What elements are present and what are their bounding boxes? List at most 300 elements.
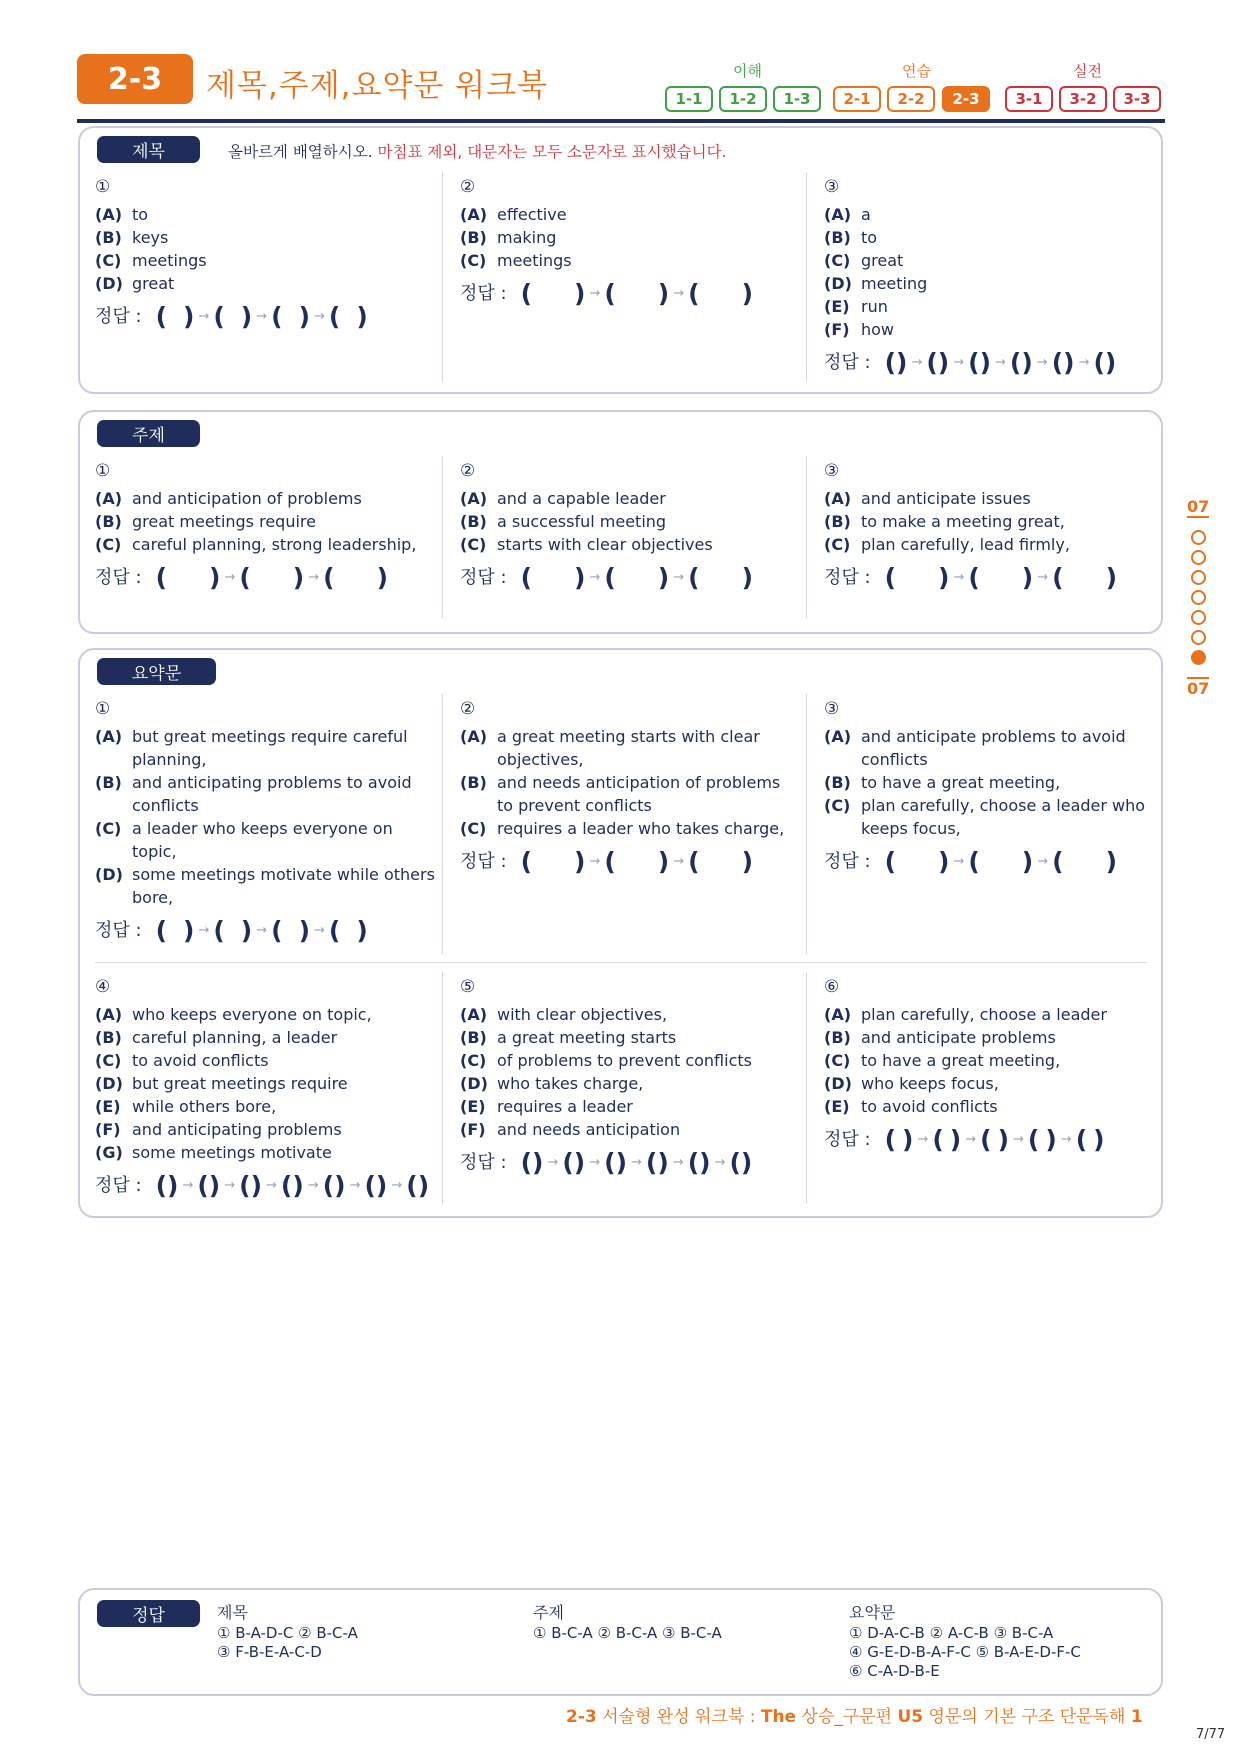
option-row [460,725,800,771]
answer-key-summary-line: ⑥ C-A-D-B-E [849,1662,940,1680]
option-row [460,226,800,249]
item-number: ⑥ [824,977,840,997]
answer-blank[interactable]: ( ) [328,916,368,945]
answer-blank[interactable]: () [968,348,991,377]
arrow-icon: → [1078,355,1090,370]
nav-3-3[interactable]: 3-3 [1113,86,1161,112]
arrow-icon: → [953,570,965,585]
nav-1-1[interactable]: 1-1 [665,86,713,112]
option-row [824,203,1164,226]
option-text: a [861,205,871,224]
answer-blank[interactable]: () [1051,348,1075,377]
option-letter: (E) [460,1097,486,1116]
answer-blank[interactable]: ( ) [980,1125,1009,1154]
option-letter: (C) [460,1051,487,1070]
option-letter: (A) [460,205,488,224]
nav-3-1[interactable]: 3-1 [1005,86,1053,112]
answer-blank[interactable]: () [687,1148,711,1177]
arrow-icon: → [589,854,601,869]
option-row [95,249,435,272]
arrow-icon: → [673,286,685,301]
nav-1-3[interactable]: 1-3 [773,86,821,112]
nav-group-practice: 연습 [902,62,931,80]
option-row [824,1003,1164,1026]
option-letter: (C) [460,535,487,554]
topic-item [824,460,1164,592]
arrow-icon: → [349,1178,361,1193]
arrow-icon: → [1060,1132,1072,1147]
title-item [460,176,800,308]
nav-group-understand: 이해 [733,62,762,80]
answer-blank[interactable]: ( ) [968,847,1034,876]
topic-item [460,460,800,592]
option-letter: (C) [460,251,487,270]
option-row [460,510,800,533]
option-text: and anticipation of problems [132,489,362,508]
option-row [95,203,435,226]
option-text: who keeps everyone on topic, [132,1005,372,1024]
option-row [824,533,1164,556]
answer-blank[interactable]: () [197,1171,221,1200]
item-number: ④ [95,977,111,997]
item-number: ② [460,177,476,197]
option-letter: (E) [824,1097,850,1116]
option-letter: (G) [95,1143,123,1162]
answer-blank[interactable]: ( ) [213,302,253,331]
option-row [95,272,435,295]
option-row [95,863,435,909]
answer-blank[interactable]: ( ) [213,916,253,945]
option-text: and anticipate problems to avoid conflicts [861,727,1126,769]
answer-label: 정답 : [95,567,142,588]
option-letter: (D) [95,865,123,884]
arrow-icon: → [547,1155,559,1170]
answer-key-title-line: ① B-A-D-C ② B-C-A [217,1624,358,1642]
page-title: 제목,주제,요약문 워크북 [206,68,549,104]
option-letter: (C) [95,1051,122,1070]
answer-blank[interactable]: ( ) [1075,1125,1105,1154]
option-row [95,1072,435,1095]
answer-key-title-line: ③ F-B-E-A-C-D [217,1643,322,1661]
arrow-icon: → [391,1178,403,1193]
option-letter: (B) [460,228,487,247]
answer-row [460,279,800,308]
section-badge-summary: 요약문 [97,658,216,685]
option-row [824,1049,1164,1072]
option-row [95,1026,435,1049]
option-row [95,487,435,510]
option-row [824,771,1164,794]
answer-key-summary-head: 요약문 [849,1603,896,1622]
answer-blank[interactable]: ( ) [1052,847,1117,876]
answer-blank[interactable]: ( ) [271,302,310,331]
option-row [824,794,1164,840]
answer-blank[interactable]: () [322,1171,346,1200]
answer-row [460,1148,800,1177]
answer-label: 정답 : [95,1175,142,1196]
option-text: and anticipate issues [861,489,1031,508]
option-letter: (F) [95,1120,121,1139]
option-letter: (C) [95,251,122,270]
answer-row [824,1125,1164,1154]
progress-dot [1191,570,1206,585]
arrow-icon: → [589,286,601,301]
option-row [824,1095,1164,1118]
answer-blank[interactable]: () [155,1171,179,1200]
answer-blank[interactable]: ( ) [604,279,670,308]
option-text: and anticipating problems to avoid conflicts [132,773,412,815]
footer-title: 2-3 서술형 완성 워크북 : The 상승_구문편 U5 영문의 기본 구조 단문독해 1 [566,1707,1143,1727]
option-row [95,725,435,771]
answer-blank[interactable]: () [364,1171,388,1200]
option-row [95,1003,435,1026]
answer-row [95,563,435,592]
option-text: a great meeting starts with clear objectives, [497,727,760,769]
answer-blank[interactable]: ( ) [688,847,753,876]
answer-label: 정답 : [460,283,507,304]
arrow-icon: → [911,355,923,370]
nav-2-1[interactable]: 2-1 [833,86,881,112]
option-row [824,1072,1164,1095]
nav-3-2[interactable]: 3-2 [1059,86,1107,112]
arrow-icon: → [917,1132,929,1147]
answer-row [95,1171,435,1200]
progress-dot [1191,550,1206,565]
option-letter: (C) [95,819,122,838]
option-text: great meetings require [132,512,316,531]
answer-label: 정답 : [824,851,871,872]
option-row [95,510,435,533]
answer-blank[interactable]: () [239,1171,262,1200]
option-letter: (C) [824,796,851,815]
arrow-icon: → [314,309,325,324]
section-badge-title: 제목 [97,136,200,163]
option-letter: (A) [824,1005,852,1024]
option-letter: (B) [95,228,122,247]
answer-blank[interactable]: ( ) [1027,1125,1057,1154]
answer-blank[interactable]: ( ) [968,563,1034,592]
instruction-text: 올바르게 배열하시오. 마침표 제외, 대문자는 모두 소문자로 표시했습니다. [228,143,727,161]
answer-blank[interactable]: ( ) [155,916,195,945]
option-text: with clear objectives, [497,1005,668,1024]
answer-blank[interactable]: () [1093,348,1117,377]
arrow-icon: → [198,923,210,938]
answer-blank[interactable]: () [280,1171,304,1200]
option-letter: (D) [824,274,852,293]
unit-badge: 2-3 [77,54,193,104]
answer-label: 정답 : [824,567,871,588]
option-row [824,249,1164,272]
topic-item [95,460,435,592]
option-row [95,817,435,863]
item-number: ⑤ [460,977,476,997]
answer-blank[interactable]: ( ) [520,563,586,592]
arrow-icon: → [308,570,320,585]
answer-blank[interactable]: ( ) [932,1125,962,1154]
option-text: and needs anticipation of problems to prevent conflicts [497,773,781,815]
arrow-icon: → [182,1178,194,1193]
item-number: ① [95,461,111,481]
answer-row [460,563,800,592]
arrow-icon: → [224,570,236,585]
answer-key-summary-line: ④ G-E-D-B-A-F-C ⑤ B-A-E-D-F-C [849,1643,1081,1661]
answer-blank[interactable]: ( ) [1052,563,1117,592]
option-row [460,249,800,272]
answer-blank[interactable]: () [520,1148,544,1177]
option-text: of problems to prevent conflicts [497,1051,752,1070]
option-text: to make a meeting great, [861,512,1065,531]
option-text: careful planning, strong leadership, [132,535,417,554]
answer-blank[interactable]: ( ) [604,563,670,592]
option-letter: (C) [824,251,851,270]
option-row [824,725,1164,771]
answer-blank[interactable]: ( ) [155,302,195,331]
option-letter: (F) [824,320,850,339]
answer-blank[interactable]: ( ) [688,279,753,308]
arrow-icon: → [589,570,601,585]
arrow-icon: → [266,1178,277,1193]
summary-item [460,698,800,876]
arrow-icon: → [995,355,1006,370]
option-row [824,510,1164,533]
option-letter: (D) [460,1074,488,1093]
answer-blank[interactable]: () [926,348,950,377]
option-letter: (B) [95,1028,122,1047]
option-text: requires a leader [497,1097,633,1116]
section-badge-topic: 주제 [97,420,200,447]
nav-1-2[interactable]: 1-2 [719,86,767,112]
summary-item [95,976,435,1200]
progress-dot [1191,590,1206,605]
answer-blank[interactable]: () [1009,348,1033,377]
option-row [460,1049,800,1072]
option-letter: (A) [95,727,123,746]
option-text: great [861,251,904,270]
option-letter: (A) [95,1005,123,1024]
arrow-icon: → [314,923,325,938]
item-number: ① [95,177,111,197]
option-text: who keeps focus, [861,1074,999,1093]
item-number: ① [95,699,111,719]
option-text: keys [132,228,169,247]
answer-blank[interactable]: () [562,1148,586,1177]
answer-blank[interactable]: () [645,1148,669,1177]
page-number: 7/77 [1196,1727,1226,1742]
option-letter: (B) [824,1028,851,1047]
answer-blank[interactable]: () [884,348,908,377]
answer-row [95,302,435,331]
arrow-icon: → [965,1132,977,1147]
answer-row [460,847,800,876]
option-letter: (C) [824,535,851,554]
answer-blank[interactable]: () [406,1171,430,1200]
option-text: making [497,228,557,247]
arrow-icon: → [631,1155,642,1170]
option-letter: (A) [95,489,123,508]
answer-blank[interactable]: ( ) [328,302,368,331]
option-text: and a capable leader [497,489,666,508]
option-letter: (C) [460,819,487,838]
answer-blank[interactable]: () [729,1148,753,1177]
answer-label: 정답 : [824,352,871,373]
answer-key-topic-head: 주제 [533,1603,564,1622]
arrow-icon: → [673,570,685,585]
option-row [95,771,435,817]
option-text: plan carefully, choose a leader who keeps focus, [861,796,1146,838]
option-row [95,1095,435,1118]
option-text: to avoid conflicts [861,1097,998,1116]
option-letter: (B) [824,512,851,531]
option-letter: (A) [824,727,852,746]
answer-blank[interactable]: ( ) [688,563,753,592]
arrow-icon: → [953,355,965,370]
answer-label: 정답 : [460,1152,507,1173]
option-text: a great meeting starts [497,1028,677,1047]
option-letter: (B) [95,512,122,531]
answer-label: 정답 : [460,567,507,588]
answer-key-badge: 정답 [97,1600,200,1627]
arrow-icon: → [1013,1132,1024,1147]
option-text: run [861,297,888,316]
item-number: ③ [824,177,840,197]
option-text: meetings [132,251,207,270]
option-letter: (A) [460,727,488,746]
option-row [460,1118,800,1141]
arrow-icon: → [1037,854,1049,869]
option-text: and anticipate problems [861,1028,1056,1047]
option-letter: (A) [460,1005,488,1024]
arrow-icon: → [673,854,685,869]
answer-blank[interactable]: ( ) [520,847,586,876]
option-text: but great meetings require [132,1074,348,1093]
option-letter: (A) [824,205,852,224]
title-item [824,176,1164,377]
option-letter: (B) [824,228,851,247]
progress-dot-current [1191,650,1206,665]
option-letter: (B) [824,773,851,792]
option-text: a successful meeting [497,512,667,531]
item-number: ③ [824,461,840,481]
arrow-icon: → [1036,355,1048,370]
option-row [460,203,800,226]
option-letter: (A) [824,489,852,508]
answer-blank[interactable]: ( ) [884,847,950,876]
progress-dot [1191,610,1206,625]
answer-blank[interactable]: ( ) [520,279,586,308]
option-letter: (D) [95,274,123,293]
option-row [95,1141,435,1164]
option-text: and anticipating problems [132,1120,342,1139]
arrow-icon: → [256,309,268,324]
option-text: some meetings motivate [132,1143,332,1162]
option-row [460,771,800,817]
answer-blank[interactable]: ( ) [884,563,950,592]
option-row [824,1026,1164,1049]
option-text: while others bore, [132,1097,277,1116]
option-text: and needs anticipation [497,1120,681,1139]
option-letter: (A) [95,205,123,224]
option-text: to have a great meeting, [861,1051,1061,1070]
answer-blank[interactable]: ( ) [884,1125,914,1154]
option-row [460,533,800,556]
option-row [460,1026,800,1049]
item-number: ② [460,461,476,481]
arrow-icon: → [224,1178,236,1193]
option-row [460,817,800,840]
option-text: meeting [861,274,928,293]
answer-blank[interactable]: ( ) [604,847,670,876]
arrow-icon: → [307,1178,319,1193]
answer-row [824,348,1164,377]
summary-item [460,976,800,1177]
option-letter: (D) [95,1074,123,1093]
nav-2-3[interactable]: 2-3 [942,86,990,112]
option-letter: (D) [824,1074,852,1093]
answer-blank[interactable]: () [604,1148,627,1177]
option-text: meetings [497,251,572,270]
answer-row [824,847,1164,876]
option-row [824,295,1164,318]
option-text: who takes charge, [497,1074,644,1093]
answer-key-title-head: 제목 [217,1603,248,1622]
answer-blank[interactable]: ( ) [323,563,388,592]
option-letter: (B) [460,773,487,792]
header-rule [77,119,1165,123]
option-text: how [861,320,895,339]
nav-2-2[interactable]: 2-2 [887,86,935,112]
arrow-icon: → [1037,570,1049,585]
arrow-icon: → [672,1155,684,1170]
answer-blank[interactable]: ( ) [155,563,221,592]
option-row [824,272,1164,295]
arrow-icon: → [714,1155,726,1170]
arrow-icon: → [198,309,210,324]
option-text: plan carefully, choose a leader [861,1005,1107,1024]
option-letter: (F) [460,1120,486,1139]
option-row [95,1118,435,1141]
option-text: to [861,228,878,247]
option-letter: (B) [460,1028,487,1047]
answer-blank[interactable]: ( ) [239,563,305,592]
arrow-icon: → [589,1155,601,1170]
option-row [95,226,435,249]
item-number: ② [460,699,476,719]
option-letter: (E) [824,297,850,316]
option-text: careful planning, a leader [132,1028,338,1047]
option-text: great [132,274,175,293]
option-text: some meetings motivate while others bore, [132,865,435,907]
option-row [95,1049,435,1072]
nav-group-real: 실전 [1073,62,1102,80]
option-row [824,318,1164,341]
progress-dot [1191,630,1206,645]
title-item [95,176,435,331]
summary-item [824,976,1164,1154]
answer-blank[interactable]: ( ) [271,916,310,945]
option-letter: (B) [95,773,122,792]
option-text: to [132,205,149,224]
item-number: ③ [824,699,840,719]
option-row [460,487,800,510]
progress-dot [1191,530,1206,545]
answer-key-topic-line: ① B-C-A ② B-C-A ③ B-C-A [533,1624,722,1642]
answer-label: 정답 : [95,920,142,941]
option-text: starts with clear objectives [497,535,713,554]
option-letter: (E) [95,1097,121,1116]
option-row [460,1095,800,1118]
arrow-icon: → [256,923,268,938]
option-text: a leader who keeps everyone on topic, [132,819,393,861]
